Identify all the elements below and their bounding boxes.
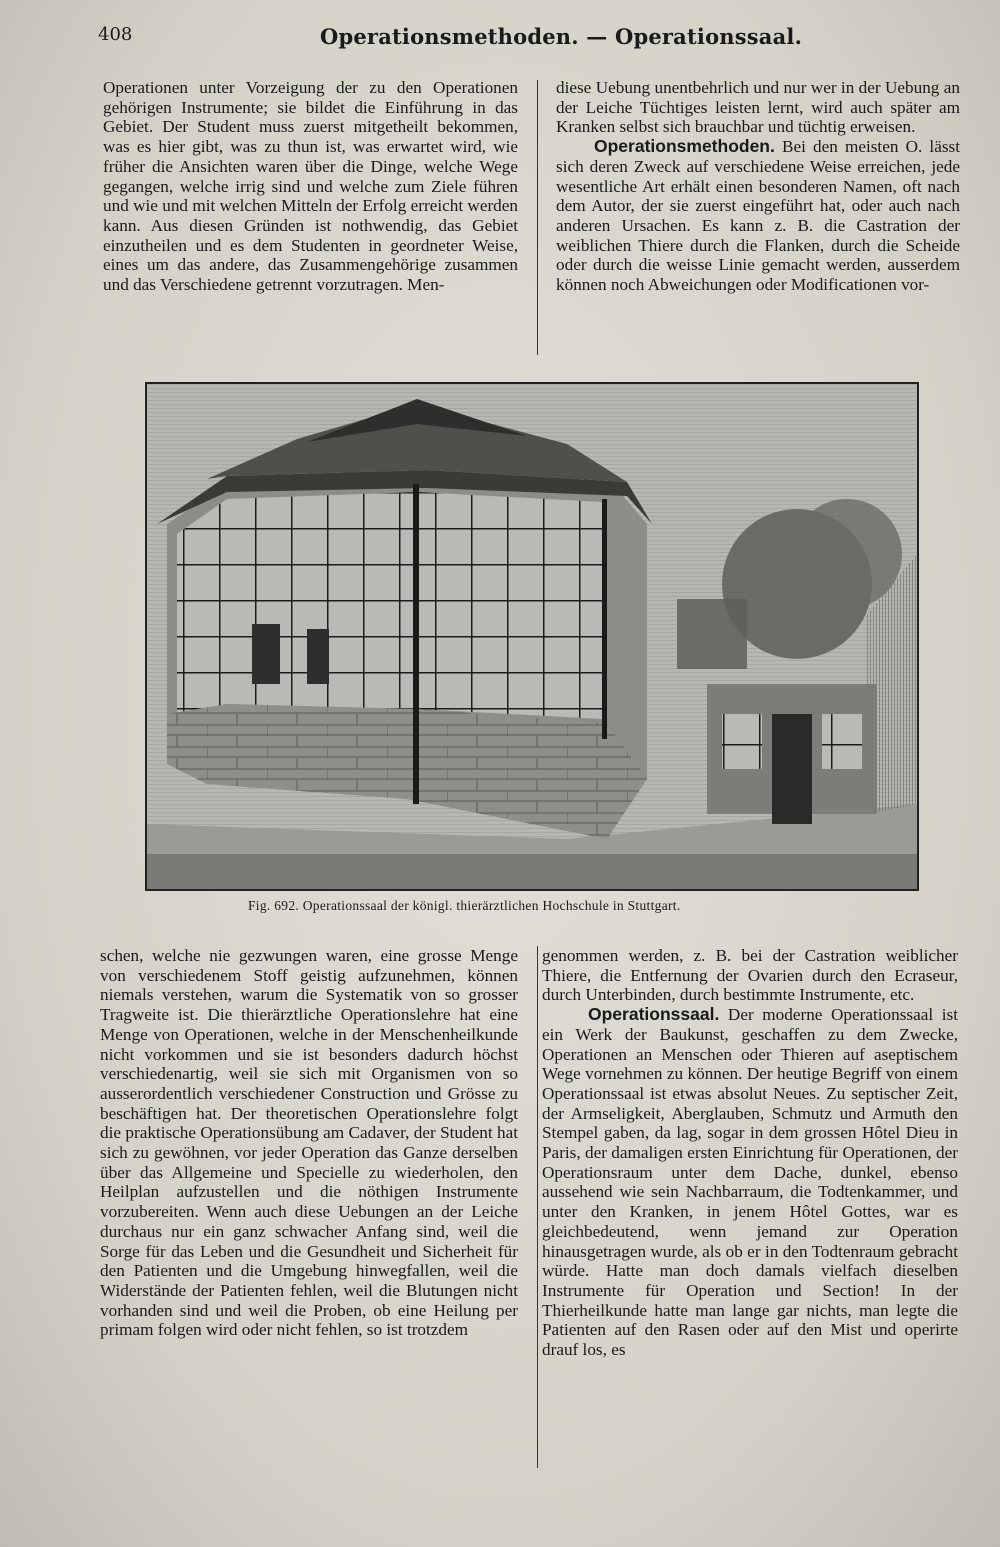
paragraph: schen, welche nie gezwungen waren, eine grosse Menge von verschiedenem Stoff geistig aufzunehmen, können niemals verstehen, warum die Systematik von so grosser Tragweite ist. Die thierärztliche Operationslehre hat eine Menge von Operationen, welche in der Menschenheilkunde nicht vorkommen und sie ist besonders dadurch höchst verschiedenartig, weil sie sich mit Organismen von so ausserordentlich verschiedener Construction und Grösse zu beschäftigen hat. Der theoretischen Operationslehre folgt die praktische Operationsübung am Cadaver, der Student hat sich zu gewöhnen, vor jeder Operation das Ganze derselben über das Allgemeine und Specielle zu wiederholen, den Heilplan aufzustellen und die nöthigen Instrumente vorzubereiten. Wenn auch diese Uebungen an der Leiche durchaus nur ein ganz schwacher Anfang sind, weil die Sorge für das Leben und die Gesundheit und Sicherheit für den Patienten und die Umgebung hinwegfallen, weil die Widerstände der Patienten fehlen, weil die Blutungen nicht vorhanden sind und weil die Proben, ob eine Heilung per primam folgen wird oder nicht fehlen, so ist trotzdem (100, 946, 518, 1340)
operating-theatre-illustration (147, 384, 917, 889)
bottom-left-column (100, 946, 518, 1340)
paragraph (556, 78, 960, 137)
paragraph (542, 946, 958, 1005)
figure-engraving (145, 382, 919, 891)
paragraph: Operationen unter Vorzeigung der zu den Operationen gehörigen Instrumente; sie bildet die Einführung in das Gebiet. Der Student muss zuerst mitgetheilt bekommen, was es hier gibt, was zu thun ist, was erwartet wird, wie früher die Ansichten waren über die Dinge, welche Wege gegangen, welche irrig sind und welche zum Ziele führen und wie und mit welchen Mitteln der Erfolg erreicht werden kann. Aus diesen Gründen ist nothwendig, das Gebiet einzutheilen und es dem Studenten in geordneter Weise, eines um das andere, das Zusammengehörige zusammen und das Verschiedene getrennt vorzutragen. Men- (103, 78, 518, 295)
paragraph-text: diese Uebung unentbehrlich und nur wer in der Uebung an der Leiche Tüchtiges leisten lernt, wird auch später am Kranken selbst sich brauchbar und tüchtig erweisen. (556, 78, 960, 137)
top-right-column (556, 78, 960, 295)
paragraph-text: Bei den meisten O. lässt sich deren Zweck auf verschiedene Weise erreichen, jede wesentliche Art erhält einen besonderen Namen, oft nach dem Autor, der sie zuerst eingeführt hat, oder auch nach anderen Ursachen. Es kann z. B. die Castration der weiblichen Thiere durch die Flanken, durch die Scheide oder durch die weisse Linie gemacht werden, ausserdem können noch Abweichungen oder Modificationen vor- (556, 137, 960, 295)
section-heading: Operationsmethoden. (594, 136, 775, 157)
figure-caption: Fig. 692. Operationssaal der königl. thierärztlichen Hochschule in Stuttgart. (248, 898, 681, 913)
column-rule (537, 946, 538, 1468)
bottom-right-column (542, 946, 958, 1360)
running-head: Operationsmethoden. — Operationssaal. (320, 24, 803, 49)
paragraph (556, 137, 960, 295)
paragraph (542, 1005, 958, 1360)
page-number: 408 (98, 24, 133, 45)
paragraph-text: genommen werden, z. B. bei der Castration weiblicher Thiere, die Entfernung der Ovarien durch den Ecraseur, durch Unterbinden, durch bestimmte Instrumente, etc. (542, 946, 958, 1005)
column-rule (537, 80, 538, 355)
top-left-column (103, 78, 518, 295)
paragraph-text: Der moderne Operationssaal ist ein Werk der Baukunst, geschaffen zu dem Zwecke, Operationen an Menschen oder Thieren auf aseptischem Wege vornehmen zu können. Der heutige Begriff von einem Operationssaal ist etwas absolut Neues. Zu septischer Zeit, der Armseligkeit, Aberglauben, Schmutz und Armuth den Stempel gaben, da lag, sogar in dem grossen Hôtel Dieu in Paris, der damaligen ersten Einrichtung für Operationen, der Operationsraum unter dem Dache, dunkel, ebenso aussehend wie sein Nachbarraum, die Todtenkammer, und unter den Kranken, in jenem Hôtel Gottes, war es gleichbedeutend, wenn jemand zur Operation hinausgetragen wurde, als ob er in den Todtenraum gebracht würde. Hatte man doch damals vielfach dieselben Instrumente für Operation und Section! In der Thierheilkunde hatte man lange gar nichts, man legte die Patienten auf den Rasen oder auf den Mist und operirte drauf los, es (542, 1005, 958, 1360)
section-heading: Operationssaal. (588, 1004, 720, 1025)
